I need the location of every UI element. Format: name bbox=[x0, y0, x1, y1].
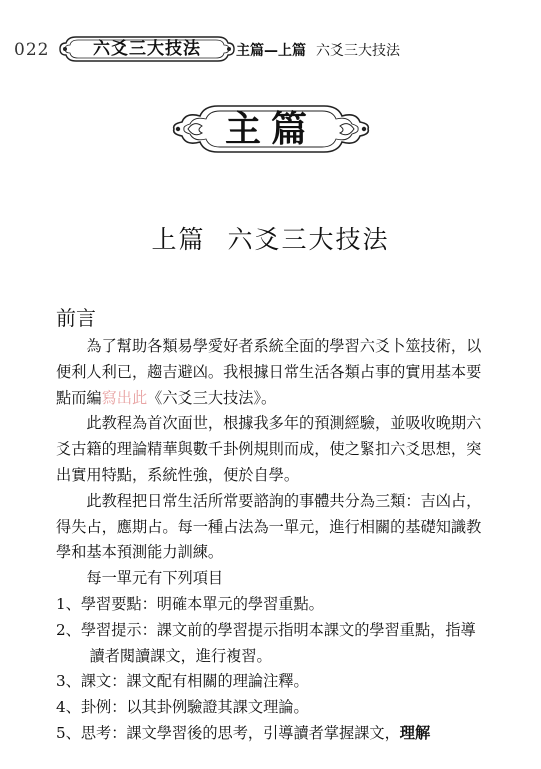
section-path bbox=[236, 40, 400, 60]
paragraph-2: 此教程為首次面世，根據我多年的預測經驗，並吸收晚期六爻古籍的理論精華與數千卦例規則而成，使之緊扣六爻思想，突出實用特點，系統性強，便於自學。 bbox=[56, 414, 482, 484]
section-sub: 六爻三大技法 bbox=[316, 43, 400, 59]
paragraph-4: 每一單元有下列項目 bbox=[86, 569, 224, 588]
book-title-cartouche bbox=[58, 34, 236, 64]
part-label: 上篇 bbox=[151, 225, 206, 254]
list-item-text: 5、思考：課文學習後的思考，引導讀者掌握課文， bbox=[56, 723, 400, 742]
running-header bbox=[8, 34, 528, 66]
paragraph-1 bbox=[56, 334, 488, 411]
book-title: 六爻三大技法 bbox=[93, 39, 201, 59]
part-heading bbox=[0, 220, 541, 256]
list-item-5 bbox=[56, 721, 488, 747]
main-title-cartouche bbox=[166, 96, 376, 162]
paragraph-3: 此教程把日常生活所常要諮詢的事體共分為三類：吉凶占，得失占，應期占。每一種占法為一單元，進行相關的基礎知識教學和基本預測能力訓練。 bbox=[56, 491, 482, 562]
preface-heading: 前言 bbox=[56, 306, 96, 330]
part-title: 六爻三大技法 bbox=[227, 225, 390, 254]
list-item: 1、學習要點：明確本單元的學習重點。 bbox=[56, 594, 324, 613]
preface-body bbox=[56, 334, 488, 747]
main-title: 主篇 bbox=[224, 108, 317, 150]
list-item: 3、課文：課文配有相關的理論注釋。 bbox=[56, 672, 309, 691]
watermark-text: 寫出此 bbox=[101, 388, 148, 407]
page-number: 022 bbox=[14, 40, 50, 60]
list-item-emphasis: 理解 bbox=[399, 723, 431, 742]
paragraph-1-text: 為了幫助各類易學愛好者系統全面的學習六爻卜筮技術，以便利人利已，趨吉避凶。我根據日常生活各類占事的實用基本要點而編 bbox=[56, 337, 482, 407]
list-item: 2、學習提示：課文前的學習提示指明本課文的學習重點，指導讀者閱讀課文，進行複習。 bbox=[56, 620, 476, 665]
list-item: 4、卦例：以其卦例驗證其課文理論。 bbox=[56, 698, 309, 717]
paragraph-1-book-ref: 《六爻三大技法》。 bbox=[147, 388, 277, 407]
section-main: 主篇—上篇 bbox=[236, 43, 306, 59]
